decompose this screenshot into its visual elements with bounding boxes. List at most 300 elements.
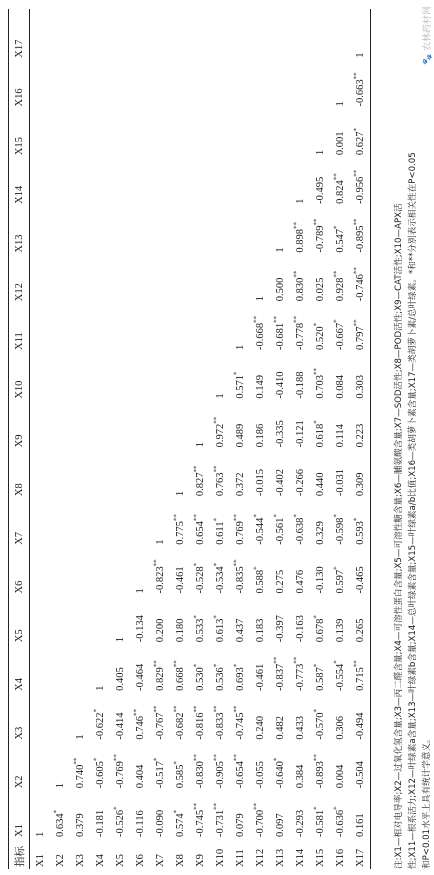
- table-cell: [130, 58, 150, 107]
- table-cell: [30, 496, 51, 545]
- table-cell: -0.778**: [292, 315, 306, 350]
- table-cell: -0.554*: [332, 660, 346, 691]
- table-row: [350, 9, 371, 869]
- significance-mark: *: [92, 757, 100, 762]
- significance-mark: *: [172, 761, 180, 765]
- table-row: [50, 9, 70, 869]
- note-line-2: 性;X11—根系活力;X12—叶绿素a含量;X13—叶绿素b含量;X14—总叶绿素含量;X15—叶绿素a/b比值;X16—类胡萝卜素含量;X17—类胡萝卜素/总叶绿素。*和**分别表示相关性在P<0.05: [408, 152, 418, 869]
- table-cell: [30, 350, 51, 399]
- table-cell: -0.414: [114, 712, 126, 740]
- table-cell: -0.121: [294, 420, 306, 448]
- table-cell: [90, 545, 110, 594]
- table-cell: [70, 593, 90, 642]
- table-cell: 0.303: [354, 375, 366, 399]
- table-cell: 0.824**: [332, 173, 346, 204]
- significance-mark: *: [272, 514, 280, 518]
- significance-mark: *: [212, 615, 220, 619]
- table-cell: [250, 155, 270, 204]
- table-cell: [50, 9, 70, 58]
- table-cell: [310, 9, 330, 58]
- table-cell: [130, 447, 150, 496]
- table-cell: [130, 9, 150, 58]
- table-cell: -0.410: [274, 371, 286, 399]
- table-cell: -0.956**: [352, 169, 366, 204]
- table-cell: 0.827**: [192, 465, 206, 497]
- table-cell: -0.055: [254, 761, 266, 789]
- table-cell: [150, 155, 170, 204]
- significance-mark: *: [252, 514, 260, 518]
- table-cell: [190, 155, 210, 204]
- table-row: [330, 9, 350, 869]
- table-cell: [130, 496, 150, 545]
- table-cell: -0.837**: [272, 656, 286, 691]
- column-header-x8: X8: [13, 483, 25, 497]
- table-cell: -0.816**: [192, 705, 206, 740]
- table-cell: -0.495: [314, 176, 326, 204]
- significance-mark: **: [212, 416, 220, 424]
- table-cell: [210, 253, 230, 302]
- note-line-1: 注:X1—相对电导率;X2—过氧化氢含量;X3—丙二醛含量;X4—可溶性蛋白含量;X5—可溶性糖含量;X6—脯氨酸含量;X7—SOD活性;X8—POD活性;X9—CAT活性;X10—APX活: [394, 203, 404, 869]
- table-row: [310, 9, 330, 869]
- table-cell: -0.830**: [192, 754, 206, 789]
- column-header-x11: X11: [13, 332, 25, 350]
- table-cell: 0.004: [334, 764, 346, 789]
- table-cell: [30, 642, 51, 691]
- table-cell: 0.001: [334, 131, 346, 156]
- table-cell: 0.898**: [292, 221, 306, 253]
- table-cell: 1: [294, 198, 306, 204]
- table-cell: 1: [134, 588, 146, 594]
- table-cell: [170, 350, 190, 399]
- table-cell: 0.618*: [312, 420, 326, 448]
- table-cell: 0.703**: [312, 368, 326, 399]
- table-cell: -0.789**: [312, 218, 326, 253]
- table-cell: 0.161: [354, 813, 366, 837]
- table-cell: -0.534*: [212, 562, 226, 594]
- table-cell: -0.561*: [272, 514, 286, 545]
- table-row: [110, 9, 130, 869]
- table-cell: [50, 447, 70, 496]
- table-cell: [210, 301, 230, 350]
- table-cell: 0.097: [274, 813, 286, 837]
- table-cell: -0.130: [314, 566, 326, 594]
- significance-mark: **: [252, 802, 260, 810]
- table-cell: 0.627*: [352, 128, 366, 156]
- table-cell: [150, 204, 170, 253]
- table-cell: 0.829**: [152, 660, 166, 691]
- table-cell: -0.464: [134, 663, 146, 691]
- significance-mark: **: [232, 514, 240, 522]
- table-cell: [190, 301, 210, 350]
- table-cell: 0.433: [294, 715, 306, 740]
- table-cell: [110, 545, 130, 594]
- table-cell: -0.134: [134, 615, 146, 643]
- table-cell: 0.611*: [212, 518, 226, 545]
- table-cell: -0.504: [354, 761, 366, 789]
- table-cell: [210, 58, 230, 107]
- column-header-x15: X15: [13, 137, 25, 156]
- table-cell: [130, 301, 150, 350]
- significance-mark: *: [312, 420, 320, 424]
- row-label: X16: [334, 848, 346, 867]
- table-cell: 1: [114, 636, 126, 643]
- table-cell: [50, 204, 70, 253]
- table-cell: [50, 106, 70, 155]
- table-cell: [210, 106, 230, 155]
- significance-mark: **: [212, 802, 220, 810]
- table-cell: 0.440: [314, 472, 326, 497]
- table-cell: [90, 204, 110, 253]
- significance-mark: **: [292, 315, 300, 323]
- table-cell: [170, 106, 190, 155]
- table-cell: -0.769**: [112, 754, 126, 789]
- table-row: [170, 9, 190, 869]
- table-cell: 0.500: [274, 277, 286, 302]
- table-cell: 0.533*: [192, 615, 206, 643]
- significance-mark: **: [232, 754, 240, 762]
- table-cell: [190, 106, 210, 155]
- significance-mark: **: [212, 754, 220, 762]
- table-cell: [170, 9, 190, 58]
- table-cell: [270, 9, 290, 58]
- significance-mark: *: [212, 518, 220, 522]
- table-cell: [130, 350, 150, 399]
- row-label: X2: [54, 854, 66, 867]
- significance-mark: *: [92, 708, 100, 713]
- table-cell: 0.149: [254, 375, 266, 399]
- table-cell: -0.682**: [172, 705, 186, 740]
- table-cell: -0.745**: [232, 705, 246, 740]
- table-cell: -0.622*: [92, 708, 106, 740]
- table-cell: 0.613*: [212, 615, 226, 643]
- table-cell: [90, 58, 110, 107]
- significance-mark: *: [272, 757, 280, 762]
- table-cell: 0.634*: [52, 809, 66, 837]
- table-cell: -0.465: [354, 566, 366, 594]
- table-row: [130, 9, 150, 869]
- table-row: [70, 9, 90, 869]
- significance-mark: *: [332, 806, 340, 810]
- row-label: X1: [34, 854, 46, 867]
- table-cell: -0.461: [174, 566, 186, 594]
- table-cell: -0.528*: [192, 562, 206, 594]
- table-cell: 0.186: [254, 423, 266, 448]
- table-cell: 0.547*: [332, 225, 346, 253]
- table-cell: [250, 9, 270, 58]
- table-cell: [170, 204, 190, 253]
- table-cell: 1: [214, 393, 226, 399]
- table-row: [290, 9, 310, 869]
- significance-mark: *: [352, 128, 360, 132]
- significance-mark: **: [352, 72, 360, 80]
- column-header-x6: X6: [13, 580, 25, 594]
- table-cell: 0.654**: [192, 514, 206, 545]
- significance-mark: *: [192, 615, 200, 619]
- column-header-x10: X10: [13, 380, 25, 399]
- table-cell: 1: [54, 783, 66, 789]
- table-cell: [70, 545, 90, 594]
- row-label: X15: [314, 848, 326, 867]
- significance-mark: **: [352, 267, 360, 275]
- table-cell: -0.181: [94, 809, 106, 837]
- significance-mark: **: [312, 218, 320, 226]
- table-cell: -0.335: [274, 420, 286, 448]
- table-cell: [110, 253, 130, 302]
- significance-mark: **: [212, 705, 220, 713]
- table-cell: -0.681**: [272, 315, 286, 350]
- significance-mark: *: [192, 562, 200, 567]
- significance-mark: **: [152, 559, 160, 567]
- table-cell: [210, 204, 230, 253]
- table-cell: [170, 58, 190, 107]
- table-row: [150, 9, 170, 869]
- table-cell: 1: [94, 685, 106, 691]
- table-cell: [70, 642, 90, 691]
- table-cell: [150, 301, 170, 350]
- row-label: X4: [94, 854, 106, 867]
- significance-mark: *: [232, 663, 240, 668]
- significance-mark: **: [312, 368, 320, 376]
- table-cell: -0.640*: [272, 757, 286, 789]
- significance-mark: **: [352, 319, 360, 327]
- table-cell: -0.835**: [232, 559, 246, 594]
- significance-mark: *: [312, 806, 320, 810]
- table-cell: 0.372: [234, 472, 246, 497]
- table-cell: [30, 9, 51, 58]
- table-cell: [50, 399, 70, 448]
- table-cell: -0.893**: [312, 754, 326, 789]
- table-cell: 0.928**: [332, 270, 346, 302]
- table-cell: [30, 155, 51, 204]
- table-cell: [50, 155, 70, 204]
- significance-mark: *: [332, 319, 340, 323]
- significance-mark: **: [352, 218, 360, 226]
- table-cell: [150, 9, 170, 58]
- significance-mark: *: [232, 371, 240, 376]
- row-label: X5: [114, 854, 126, 867]
- table-cell: -0.638*: [292, 514, 306, 545]
- table-cell: 0.309: [354, 472, 366, 497]
- table-cell: [30, 399, 51, 448]
- column-header-x1: X1: [13, 824, 25, 837]
- table-cell: [190, 58, 210, 107]
- significance-mark: *: [312, 663, 320, 668]
- significance-mark: **: [172, 514, 180, 522]
- table-cell: [130, 399, 150, 448]
- table-cell: [130, 253, 150, 302]
- row-label: X14: [294, 848, 306, 867]
- table-cell: [30, 593, 51, 642]
- table-cell: 0.079: [234, 813, 246, 837]
- table-cell: -0.605*: [92, 757, 106, 789]
- table-cell: 0.275: [274, 569, 286, 594]
- table-cell: [290, 9, 310, 58]
- table-cell: -0.293: [294, 809, 306, 837]
- row-label: X11: [234, 849, 246, 867]
- table-cell: -0.598*: [332, 514, 346, 545]
- table-cell: [270, 155, 290, 204]
- table-cell: 0.084: [334, 375, 346, 399]
- table-cell: [230, 155, 250, 204]
- table-cell: 1: [154, 539, 166, 545]
- table-cell: 0.384: [294, 764, 306, 789]
- table-cell: [170, 301, 190, 350]
- column-header-x4: X4: [13, 678, 25, 691]
- table-cell: [90, 155, 110, 204]
- table-cell: -0.905**: [212, 754, 226, 789]
- table-cell: [30, 204, 51, 253]
- table-header: [9, 9, 30, 869]
- table-cell: 0.972**: [212, 416, 226, 448]
- table-cell: [50, 350, 70, 399]
- table-cell: [30, 58, 51, 107]
- row-label: X6: [134, 854, 146, 867]
- correlation-table: [8, 9, 371, 869]
- table-cell: -0.895**: [352, 218, 366, 253]
- table-cell: [110, 58, 130, 107]
- table-cell: [230, 204, 250, 253]
- significance-mark: **: [112, 754, 120, 762]
- table-cell: [70, 350, 90, 399]
- significance-mark: **: [352, 169, 360, 177]
- table-cell: 1: [254, 296, 266, 302]
- table-cell: [190, 350, 210, 399]
- significance-mark: **: [192, 705, 200, 713]
- table-cell: [250, 58, 270, 107]
- table-cell: -0.745**: [192, 802, 206, 837]
- table-cell: [330, 9, 350, 58]
- table-cell: -0.581*: [312, 806, 326, 837]
- significance-mark: *: [292, 514, 300, 518]
- table-cell: [50, 301, 70, 350]
- table-cell: [90, 593, 110, 642]
- table-cell: 0.775**: [172, 514, 186, 545]
- table-row: [210, 9, 230, 869]
- table-cell: -0.833**: [212, 705, 226, 740]
- table-cell: [150, 58, 170, 107]
- table-cell: -0.668**: [252, 315, 266, 350]
- column-header-x9: X9: [13, 434, 25, 448]
- significance-mark: *: [312, 615, 320, 619]
- table-cell: -0.266: [294, 468, 306, 497]
- table-cell: 0.265: [354, 618, 366, 643]
- significance-mark: **: [272, 656, 280, 664]
- table-cell: -0.667*: [332, 319, 346, 350]
- significance-mark: **: [132, 708, 140, 716]
- table-cell: -0.015: [254, 468, 266, 497]
- row-label: X10: [214, 848, 226, 867]
- table-cell: [170, 155, 190, 204]
- table-cell: [290, 58, 310, 107]
- table-cell: 0.489: [234, 423, 246, 448]
- table-cell: [270, 106, 290, 155]
- significance-mark: **: [192, 514, 200, 522]
- row-label: X17: [354, 848, 366, 867]
- table-cell: 0.588*: [252, 566, 266, 594]
- table-cell: [110, 447, 130, 496]
- table-row: [230, 9, 250, 869]
- table-cell: -0.823**: [152, 559, 166, 594]
- table-cell: [230, 106, 250, 155]
- watermark: 🐾 农林药材网: [423, 6, 433, 66]
- table-cell: [70, 447, 90, 496]
- table-cell: 0.769**: [232, 514, 246, 545]
- table-cell: [50, 593, 70, 642]
- significance-mark: *: [52, 809, 60, 814]
- table-cell: 0.571*: [232, 371, 246, 399]
- table-cell: -0.663**: [352, 72, 366, 107]
- table-cell: 0.593*: [352, 517, 366, 545]
- table-cell: [270, 58, 290, 107]
- table-cell: [50, 545, 70, 594]
- column-header-x16: X16: [13, 88, 25, 107]
- table-cell: [70, 155, 90, 204]
- significance-mark: **: [152, 660, 160, 668]
- row-label: X8: [174, 854, 186, 867]
- table-cell: 0.678*: [312, 615, 326, 643]
- table-cell: -0.494: [354, 712, 366, 740]
- table-cell: -0.526*: [112, 806, 126, 837]
- corner-label: 指标: [14, 846, 26, 867]
- table-cell: [150, 399, 170, 448]
- table-cell: -0.654**: [232, 754, 246, 789]
- significance-mark: **: [272, 315, 280, 323]
- significance-mark: **: [192, 802, 200, 810]
- table-cell: 0.025: [314, 277, 326, 302]
- table-note: [392, 9, 434, 869]
- table-cell: 0.200: [154, 618, 166, 643]
- table-cell: [50, 642, 70, 691]
- table-cell: [210, 9, 230, 58]
- table-cell: -0.402: [274, 468, 286, 497]
- significance-mark: *: [252, 566, 260, 570]
- table-cell: 0.585*: [172, 761, 186, 789]
- table-row: [30, 9, 51, 869]
- table-cell: [110, 106, 130, 155]
- table-cell: -0.544*: [252, 514, 266, 545]
- table-cell: 0.668**: [172, 660, 186, 691]
- table-cell: [30, 301, 51, 350]
- significance-mark: **: [172, 705, 180, 713]
- table-cell: [190, 253, 210, 302]
- significance-mark: **: [232, 705, 240, 713]
- table-cell: -0.731**: [212, 802, 226, 837]
- table-row: [250, 9, 270, 869]
- table-cell: [250, 106, 270, 155]
- table-cell: 0.763**: [212, 465, 226, 497]
- table-cell: [70, 204, 90, 253]
- table-cell: [150, 253, 170, 302]
- table-cell: 0.139: [334, 618, 346, 643]
- significance-mark: *: [312, 708, 320, 713]
- table-cell: -0.090: [154, 809, 166, 837]
- table-cell: [50, 253, 70, 302]
- table-cell: 0.520*: [312, 322, 326, 350]
- table-cell: 0.329: [314, 521, 326, 545]
- table-cell: [110, 399, 130, 448]
- table-cell: [70, 58, 90, 107]
- table-cell: 1: [74, 734, 86, 740]
- row-label: X7: [154, 854, 166, 867]
- table-cell: [30, 740, 51, 789]
- table-cell: [30, 106, 51, 155]
- table-cell: [90, 350, 110, 399]
- significance-mark: **: [292, 221, 300, 229]
- table-cell: [230, 253, 250, 302]
- column-header-x14: X14: [13, 185, 25, 204]
- table-cell: 1: [174, 490, 186, 497]
- significance-mark: *: [332, 566, 340, 570]
